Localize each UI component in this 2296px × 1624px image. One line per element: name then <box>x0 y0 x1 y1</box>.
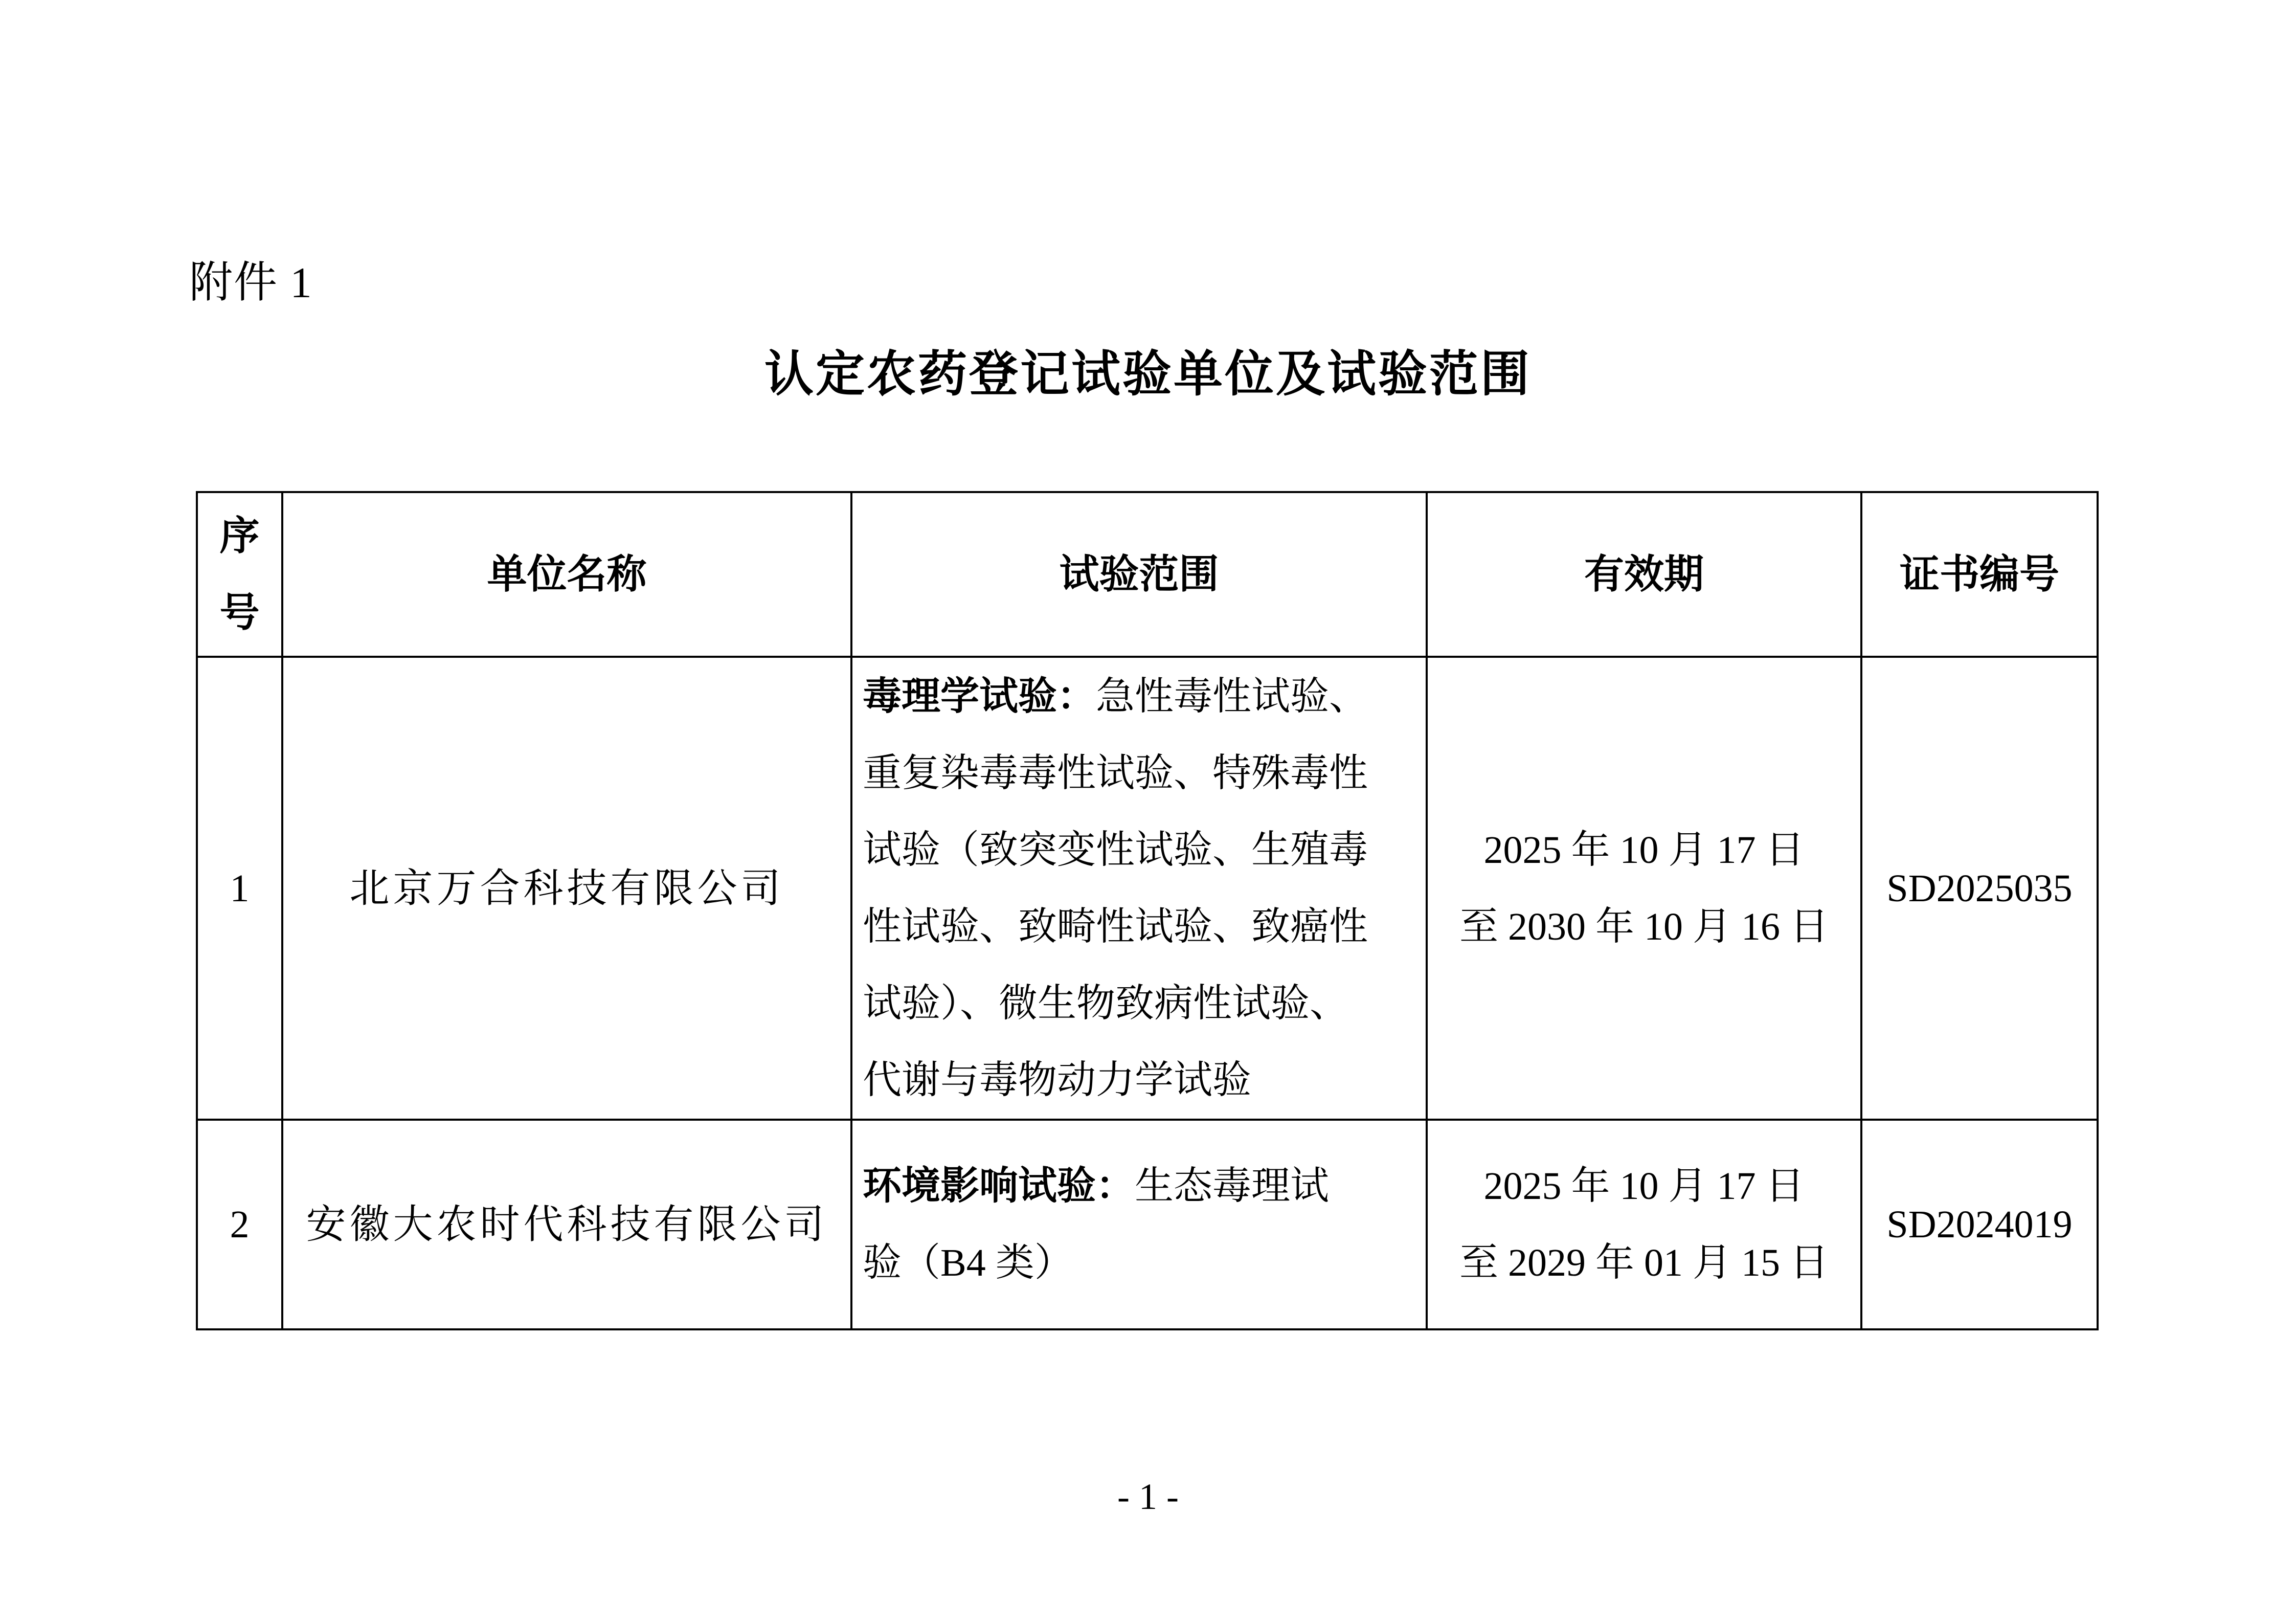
test-scope-text: 生态毒理试 <box>1135 1165 1329 1208</box>
attachment-label: 附件 1 <box>189 259 313 307</box>
table-body <box>197 657 2098 1329</box>
table-row <box>197 1120 2098 1329</box>
test-scope-line: 验（B4 类） <box>863 1241 1073 1284</box>
unit-name: 北京万合科技有限公司 <box>282 657 851 1120</box>
validity-period-line: 2025 年 10 月 17 日 <box>1483 1165 1805 1208</box>
validity-period-line: 至 2030 年 10 月 16 日 <box>1459 905 1829 948</box>
table-header-row <box>197 492 2098 657</box>
unit-name: 安徽大农时代科技有限公司 <box>282 1120 851 1329</box>
certificate-number: SD2025035 <box>1861 657 2098 1120</box>
header-certificate-number: 证书编号 <box>1861 492 2098 657</box>
test-scope <box>851 1120 1427 1329</box>
table-row <box>197 657 2098 1120</box>
validity-period-line: 2025 年 10 月 17 日 <box>1483 828 1805 872</box>
header-validity-period: 有效期 <box>1427 492 1861 657</box>
header-test-scope: 试验范围 <box>851 492 1427 657</box>
page-number: - 1 - <box>1117 1476 1179 1517</box>
page-title: 认定农药登记试验单位及试验范围 <box>764 347 1532 402</box>
validity-period-line: 至 2029 年 01 月 15 日 <box>1459 1241 1829 1284</box>
row-index: 1 <box>197 657 282 1120</box>
test-scope-line: 性试验、致畸性试验、致癌性 <box>863 905 1368 948</box>
row-index: 2 <box>197 1120 282 1329</box>
test-scope-line: 试验（致突变性试验、生殖毒 <box>863 828 1368 872</box>
test-scope-category-label: 毒理学试验： <box>863 674 1096 718</box>
validity-period <box>1427 1120 1861 1329</box>
header-index-line1: 序 <box>219 514 260 558</box>
header-index-line2: 号 <box>219 590 260 635</box>
test-scope-line <box>863 658 1415 735</box>
test-scope-line: 试验）、微生物致病性试验、 <box>863 982 1348 1025</box>
test-scope-category-label: 环境影响试验： <box>863 1164 1135 1208</box>
test-units-table <box>196 491 2099 1330</box>
test-scope <box>851 657 1427 1120</box>
validity-period <box>1427 657 1861 1120</box>
header-index <box>197 492 282 657</box>
test-scope-text: 急性毒性试验、 <box>1096 675 1368 718</box>
test-scope-line: 代谢与毒物动力学试验 <box>863 1058 1251 1102</box>
test-scope-line <box>863 1148 1415 1225</box>
test-scope-line: 重复染毒毒性试验、特殊毒性 <box>863 751 1368 795</box>
certificate-number: SD2024019 <box>1861 1120 2098 1329</box>
header-unit-name: 单位名称 <box>282 492 851 657</box>
